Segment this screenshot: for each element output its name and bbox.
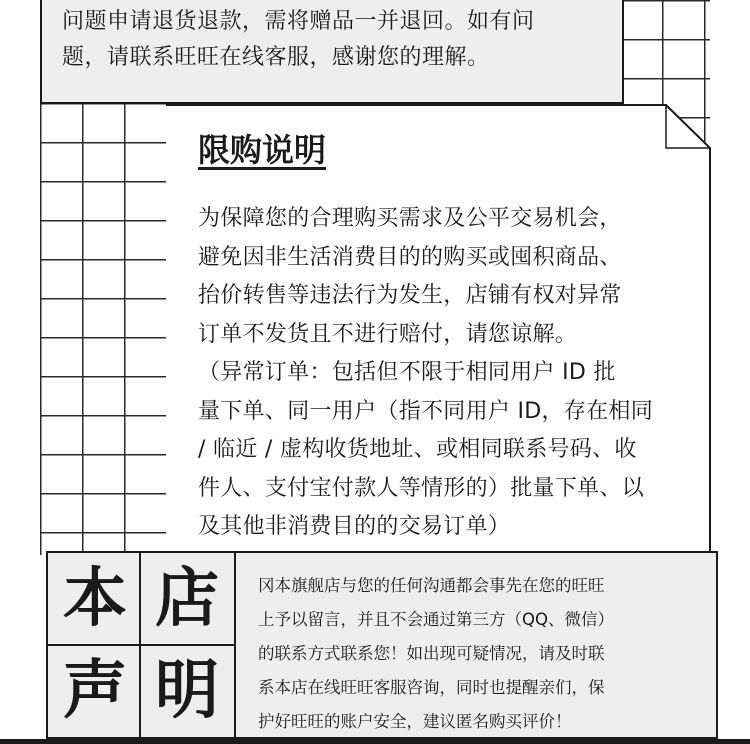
text-line: 的联系方式联系您！如出现可疑情况，请及时联 [258, 644, 605, 663]
text-line: （异常订单：包括但不限于相同用户 ID 批 [198, 360, 616, 385]
title-char: 店 [155, 562, 219, 636]
text-line: 件人、支付宝付款人等情形的）批量下单、以 [198, 475, 645, 501]
purchase-limit-body [198, 200, 698, 547]
grid-divider [48, 644, 236, 646]
text-line: 题，请联系旺旺在线客服，感谢您的理解。 [62, 45, 490, 70]
decorative-grid-left [40, 103, 168, 555]
text-line: / 临近 / 虚构收货地址、或相同联系号码、收 [198, 437, 637, 462]
text-line: 为保障您的合理购买需求及公平交易机会， [198, 206, 622, 231]
text-line: 系本店在线旺旺客服咨询，同时也提醒亲们，保 [258, 678, 605, 697]
store-declaration-text [258, 569, 714, 739]
text-line: 量下单、同一用户（指不同用户 ID，存在相同 [198, 398, 654, 424]
text-line: 抬价转售等违法行为发生，店铺有权对异常 [198, 283, 622, 308]
return-policy-text [62, 4, 622, 76]
text-line: 问题申请退货退款，需将赠品一并退回。如有问 [62, 9, 535, 34]
title-char: 明 [155, 654, 219, 728]
store-declaration-title [48, 553, 236, 737]
text-line: 避免因非生活消费目的的购买或囤积商品、 [198, 244, 622, 270]
return-policy-notice [40, 0, 624, 104]
purchase-limit-card [166, 104, 710, 554]
text-line: 及其他非消费目的的交易订单） [198, 514, 511, 539]
text-line: 订单不发货且不进行赔付，请您谅解。 [198, 321, 578, 347]
purchase-limit-title: 限购说明 [198, 131, 327, 169]
title-char: 本 [63, 562, 127, 636]
store-declaration-panel [46, 551, 718, 739]
title-char: 声 [63, 654, 127, 728]
text-line: 护好旺旺的账户安全，建议匿名购买评价！ [258, 712, 572, 731]
text-line: 冈本旗舰店与您的任何沟通都会事先在您的旺旺 [258, 576, 605, 595]
bottom-border [0, 739, 750, 744]
text-line: 上予以留言，并且不会通过第三方（QQ、微信） [258, 610, 614, 629]
